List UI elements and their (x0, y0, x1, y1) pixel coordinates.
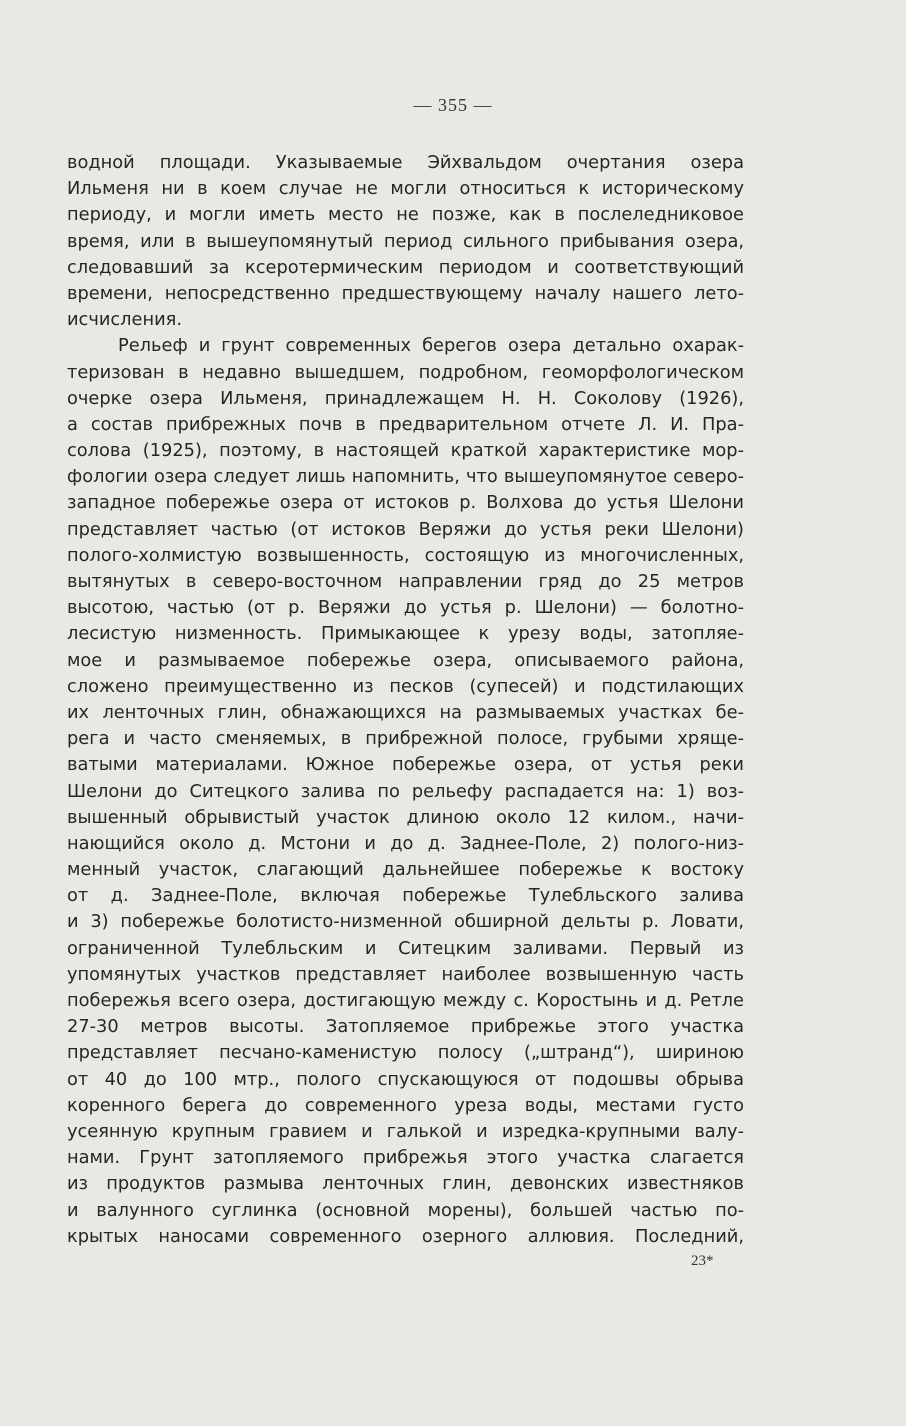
text-line: усеянную крупным гравием и галькой и изредка-крупными валу- (67, 1120, 744, 1142)
text-line: солова (1925), поэтому, в настоящей краткой характеристике мор- (67, 440, 744, 462)
text-line: теризован в недавно вышедшем, подробном, геоморфологическом (67, 361, 744, 383)
text-line: от 40 до 100 мтр., полого спускающуюся от подошвы обрыва (67, 1068, 744, 1090)
text-line: представляет песчано-каменистую полосу („штранд“), шириною (67, 1042, 744, 1064)
text-line: упомянутых участков представляет наиболее возвышенную часть (67, 963, 744, 985)
text-line: лесистую низменность. Примыкающее к урезу воды, затопляе- (67, 623, 744, 645)
text-line: водной площади. Указываемые Эйхвальдом очертания озера (67, 152, 744, 173)
text-line: коренного берега до современного уреза воды, местами густо (67, 1094, 744, 1116)
text-line: ограниченной Тулебльским и Ситецким заливами. Первый из (67, 937, 744, 959)
text-line: представляет частью (от истоков Веряжи до устья реки Шелони) (67, 518, 744, 540)
text-line: Шелони до Ситецкого залива по рельефу распадается на: 1) воз- (67, 780, 744, 802)
text-line: Рельеф и грунт современных берегов озера детально охарак- (118, 335, 744, 357)
text-line: ватыми материалами. Южное побережье озера, от устья реки (67, 754, 744, 776)
text-line: сложено преимущественно из песков (супесей) и подстилающих (67, 675, 744, 697)
text-line: и 3) побережье болотисто-низменной обширной дельты р. Ловати, (67, 911, 744, 933)
text-line: вышенный обрывистый участок длиною около 12 килом., начи- (67, 806, 744, 828)
text-line: времени, непосредственно предшествующему началу нашего лето- (67, 282, 744, 304)
text-line: время, или в вышеупомянутый период сильного прибывания озера, (67, 230, 744, 252)
text-line: мое и размываемое побережье озера, описываемого района, (67, 649, 744, 671)
text-line: рега и часто сменяемых, в прибрежной полосе, грубыми хряще- (67, 728, 744, 750)
text-line: нами. Грунт затопляемого прибрежья этого участка слагается (67, 1147, 744, 1169)
text-line: крытых наносами современного озерного аллювия. Последний, (67, 1225, 744, 1247)
text-line: побережья всего озера, достигающую между с. Коростынь и д. Ретле (67, 990, 744, 1011)
text-line: очерке озера Ильменя, принадлежащем Н. Н. Соколову (1926), (67, 387, 744, 409)
text-line: менный участок, слагающий дальнейшее побережье к востоку (67, 859, 744, 881)
text-line: от д. Заднее-Поле, включая побережье Тулебльского залива (67, 885, 744, 907)
signature-mark: 23* (691, 1253, 714, 1269)
text-line: их ленточных глин, обнажающихся на размываемых участках бе- (67, 701, 744, 723)
text-line: а состав прибрежных почв в предварительном отчете Л. И. Пра- (67, 413, 744, 435)
text-line: фологии озера следует лишь напомнить, что вышеупомянутое северо- (67, 466, 744, 488)
text-line: следовавший за ксеротермическим периодом и соответствующий (67, 256, 744, 278)
text-line: полого-холмистую возвышенность, состоящую из многочисленных, (67, 544, 744, 566)
text-line: нающийся около д. Мстони и до д. Заднее-Поле, 2) полого-низ- (67, 832, 744, 854)
body-text (67, 150, 744, 1250)
text-line: высотою, частью (от р. Веряжи до устья р. Шелони) — болотно- (67, 597, 744, 619)
text-line: Ильменя ни в коем случае не могли относиться к историческому (67, 178, 744, 200)
text-line: исчисления. (67, 309, 183, 331)
text-line: вытянутых в северо-восточном направлении гряд до 25 метров (67, 571, 744, 592)
text-line: и валунного суглинка (основной морены), большей частью по- (67, 1199, 744, 1221)
page-number: — 355 — (413, 95, 493, 115)
text-line: 27-30 метров высоты. Затопляемое прибрежье этого участка (67, 1016, 744, 1038)
text-line: периоду, и могли иметь место не позже, как в послеледниковое (67, 204, 744, 226)
text-line: из продуктов размыва ленточных глин, девонских известняков (67, 1173, 744, 1195)
text-line: западное побережье озера от истоков р. Волхова до устья Шелони (67, 492, 744, 514)
